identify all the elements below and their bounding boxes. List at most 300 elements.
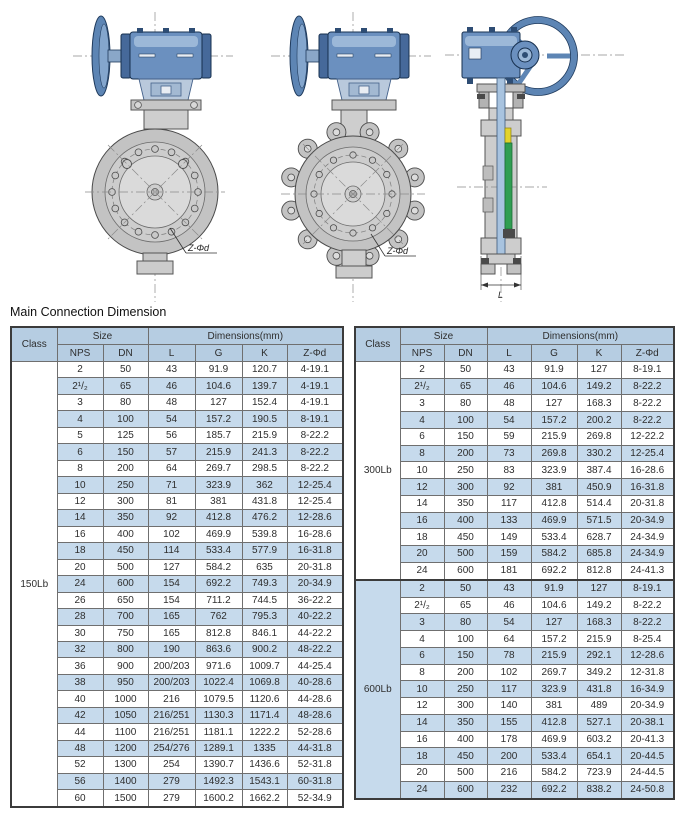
top-flange: [332, 100, 396, 110]
cell: 185.7: [195, 427, 242, 443]
col-header-nps: NPS: [400, 345, 444, 362]
cell: 800: [103, 641, 148, 657]
cell: 3: [57, 394, 103, 410]
cell: 812.8: [577, 562, 621, 579]
cell: 114: [148, 543, 195, 559]
table-row: [11, 394, 343, 410]
cell: 10: [57, 477, 103, 493]
cell: 749.3: [242, 576, 287, 592]
cell: 1009.7: [242, 658, 287, 674]
cell: 2: [57, 362, 103, 378]
cell: 1130.3: [195, 707, 242, 723]
col-header-class: Class: [11, 327, 57, 362]
col-header-class: Class: [355, 327, 400, 362]
cell: 450: [444, 748, 487, 765]
cell: 100: [444, 631, 487, 648]
cell: 971.6: [195, 658, 242, 674]
cell: 1181.1: [195, 724, 242, 740]
cell: 12: [400, 698, 444, 715]
col-header-k: K: [242, 345, 287, 362]
cell: 1436.6: [242, 757, 287, 773]
table-row: [355, 479, 674, 496]
cell: 400: [103, 526, 148, 542]
cell: 125: [103, 427, 148, 443]
cell: 692.2: [531, 781, 577, 799]
lug-valve-drawing: [253, 4, 443, 306]
col-header-size: Size: [400, 327, 487, 345]
cell: 20-38.1: [621, 714, 674, 731]
col-header-size: Size: [57, 327, 148, 345]
cell: 52-34.9: [287, 790, 343, 807]
table-row: [11, 691, 343, 707]
cell: 4: [400, 631, 444, 648]
cell: 165: [148, 625, 195, 641]
cell: 50: [444, 362, 487, 379]
table-row: [11, 641, 343, 657]
cell: 381: [531, 698, 577, 715]
bolt-pattern-label: Z-Φd: [387, 246, 409, 256]
cell: 10: [400, 681, 444, 698]
cell: 1390.7: [195, 757, 242, 773]
cell: 28: [57, 609, 103, 625]
cell: 577.9: [242, 543, 287, 559]
table-row: [11, 790, 343, 807]
cell: 8-22.2: [287, 427, 343, 443]
table-row: [11, 740, 343, 756]
cell: 48: [57, 740, 103, 756]
cell: 60-31.8: [287, 773, 343, 789]
cell: 323.9: [531, 462, 577, 479]
table-row: [355, 462, 674, 479]
cell: 71: [148, 477, 195, 493]
cell: 216/251: [148, 707, 195, 723]
cell: 32: [57, 641, 103, 657]
cell: 3: [400, 395, 444, 412]
cell: 12-22.2: [621, 428, 674, 445]
cell: 24: [400, 781, 444, 799]
cell: 24: [400, 562, 444, 579]
section-valve-drawing: [437, 2, 637, 308]
cell: 514.4: [577, 495, 621, 512]
cell: 20-41.3: [621, 731, 674, 748]
cell: 8-22.2: [621, 395, 674, 412]
cell: 269.7: [531, 664, 577, 681]
cell: 12-25.4: [287, 493, 343, 509]
table-row: [11, 510, 343, 526]
gear-actuator-icon: [462, 27, 539, 84]
cell: 4-19.1: [287, 394, 343, 410]
cell: 102: [148, 526, 195, 542]
cell: 83: [487, 462, 531, 479]
cell: 139.7: [242, 378, 287, 394]
cell: 1600.2: [195, 790, 242, 807]
cell: 700: [103, 609, 148, 625]
cell: 91.9: [531, 362, 577, 379]
cell: 584.2: [531, 765, 577, 782]
table-row: [11, 526, 343, 542]
cell: 20-34.9: [287, 576, 343, 592]
cell: 24-44.5: [621, 765, 674, 782]
cell: 102: [487, 664, 531, 681]
col-header-g: G: [531, 345, 577, 362]
cell: 92: [148, 510, 195, 526]
cell: 12-25.4: [287, 477, 343, 493]
cell: 12: [57, 493, 103, 509]
cell: 469.9: [531, 512, 577, 529]
cell: 43: [487, 362, 531, 379]
cell: 8: [400, 445, 444, 462]
cell: 232: [487, 781, 531, 799]
cell: 8-22.2: [621, 597, 674, 614]
cell: 6: [400, 428, 444, 445]
cell: 838.2: [577, 781, 621, 799]
cell: 20-44.5: [621, 748, 674, 765]
cell: 4: [57, 411, 103, 427]
cell: 254: [148, 757, 195, 773]
table-row: [355, 362, 674, 379]
cell: 571.5: [577, 512, 621, 529]
cell: 8: [400, 664, 444, 681]
cell: 711.2: [195, 592, 242, 608]
cell: 154: [148, 576, 195, 592]
cell: 54: [487, 614, 531, 631]
cell: 80: [444, 614, 487, 631]
cell: 91.9: [531, 580, 577, 597]
cell: 10: [400, 462, 444, 479]
seat-ring: [505, 143, 512, 229]
table-row: [11, 362, 343, 378]
table-row: [11, 576, 343, 592]
cell: 2¹/₂: [400, 378, 444, 395]
cell: 1200: [103, 740, 148, 756]
cell: 64: [148, 460, 195, 476]
cell: 469.9: [195, 526, 242, 542]
cell: 104.6: [531, 378, 577, 395]
cell: 795.3: [242, 609, 287, 625]
cell: 8-22.2: [621, 378, 674, 395]
cell: 215.9: [195, 444, 242, 460]
cell: 42: [57, 707, 103, 723]
handwheel-icon: [290, 16, 321, 96]
table-row: [11, 625, 343, 641]
table-row: [11, 444, 343, 460]
bottom-flange: [336, 266, 372, 278]
cell: 1492.3: [195, 773, 242, 789]
table-row: [355, 580, 674, 597]
cell: 412.8: [195, 510, 242, 526]
cell: 215.9: [531, 647, 577, 664]
cell: 14: [400, 714, 444, 731]
table-row: [11, 592, 343, 608]
class-label: 150Lb: [11, 362, 57, 808]
cell: 43: [487, 580, 531, 597]
cell: 3: [400, 614, 444, 631]
cell: 269.8: [577, 428, 621, 445]
cell: 292.1: [577, 647, 621, 664]
cell: 44: [57, 724, 103, 740]
cell: 692.2: [195, 576, 242, 592]
cell: 127: [148, 559, 195, 575]
table-row: [355, 781, 674, 799]
cell: 692.2: [531, 562, 577, 579]
cell: 16-34.9: [621, 681, 674, 698]
cell: 104.6: [195, 378, 242, 394]
col-header-zd: Z-Φd: [621, 345, 674, 362]
cell: 6: [400, 647, 444, 664]
cell: 43: [148, 362, 195, 378]
cell: 44-28.6: [287, 691, 343, 707]
cell: 152.4: [242, 394, 287, 410]
cell: 539.8: [242, 526, 287, 542]
cell: 1050: [103, 707, 148, 723]
table-row: [11, 559, 343, 575]
cell: 46: [487, 378, 531, 395]
cell: 950: [103, 674, 148, 690]
cell: 20-34.9: [621, 698, 674, 715]
cell: 24: [57, 576, 103, 592]
table-row: [355, 765, 674, 782]
table-row: [355, 412, 674, 429]
col-header-dimensions: Dimensions(mm): [148, 327, 343, 345]
cell: 200/203: [148, 674, 195, 690]
cell: 8-22.2: [287, 444, 343, 460]
cell: 254/276: [148, 740, 195, 756]
cell: 16: [400, 731, 444, 748]
cell: 1300: [103, 757, 148, 773]
cell: 16: [400, 512, 444, 529]
cell: 20: [400, 765, 444, 782]
cell: 8-25.4: [621, 631, 674, 648]
cell: 18: [57, 543, 103, 559]
cell: 157.2: [195, 411, 242, 427]
cell: 600: [103, 576, 148, 592]
cell: 50: [103, 362, 148, 378]
class-label: 600Lb: [355, 580, 400, 799]
cell: 81: [148, 493, 195, 509]
cell: 300: [444, 479, 487, 496]
cell: 64: [487, 631, 531, 648]
cell: 159: [487, 546, 531, 563]
cell: 750: [103, 625, 148, 641]
cell: 91.9: [195, 362, 242, 378]
cell: 215.9: [531, 428, 577, 445]
cell: 812.8: [195, 625, 242, 641]
cell: 362: [242, 477, 287, 493]
cell: 400: [444, 731, 487, 748]
cell: 2: [400, 580, 444, 597]
cell: 350: [103, 510, 148, 526]
cell: 350: [444, 495, 487, 512]
cell: 1222.2: [242, 724, 287, 740]
valve-neck: [144, 110, 188, 129]
cell: 48-22.2: [287, 641, 343, 657]
cell: 6: [57, 444, 103, 460]
cell: 603.2: [577, 731, 621, 748]
cell: 1069.8: [242, 674, 287, 690]
cell: 431.8: [577, 681, 621, 698]
cell: 54: [148, 411, 195, 427]
cell: 65: [444, 597, 487, 614]
cell: 200: [444, 664, 487, 681]
cell: 323.9: [531, 681, 577, 698]
cell: 723.9: [577, 765, 621, 782]
cell: 168.3: [577, 395, 621, 412]
cell: 57: [148, 444, 195, 460]
cell: 52: [57, 757, 103, 773]
cell: 190: [148, 641, 195, 657]
col-header-dn: DN: [444, 345, 487, 362]
cell: 44-22.2: [287, 625, 343, 641]
cell: 1000: [103, 691, 148, 707]
cell: 533.4: [531, 748, 577, 765]
table-row: [355, 614, 674, 631]
cell: 140: [487, 698, 531, 715]
page-title: Main Connection Dimension: [10, 305, 167, 319]
cell: 215.9: [577, 631, 621, 648]
cell: 412.8: [531, 495, 577, 512]
cell: 1289.1: [195, 740, 242, 756]
cell: 24-34.9: [621, 546, 674, 563]
cell: 685.8: [577, 546, 621, 563]
cell: 500: [444, 546, 487, 563]
table-row: [11, 609, 343, 625]
cell: 168.3: [577, 614, 621, 631]
cell: 269.8: [531, 445, 577, 462]
cell: 381: [531, 479, 577, 496]
bottom-flange: [137, 261, 173, 274]
cell: 4-19.1: [287, 362, 343, 378]
cell: 80: [103, 394, 148, 410]
cell: 279: [148, 790, 195, 807]
cell: 181: [487, 562, 531, 579]
cell: 200: [487, 748, 531, 765]
table-row: [355, 562, 674, 579]
cell: 52-31.8: [287, 757, 343, 773]
cell: 30: [57, 625, 103, 641]
cell: 20-34.9: [621, 512, 674, 529]
cell: 14: [400, 495, 444, 512]
cell: 24-50.8: [621, 781, 674, 799]
cell: 12: [400, 479, 444, 496]
cell: 744.5: [242, 592, 287, 608]
handwheel-icon: [92, 16, 123, 96]
cell: 584.2: [531, 546, 577, 563]
cell: 431.8: [242, 493, 287, 509]
cell: 2¹/₂: [57, 378, 103, 394]
cell: 100: [103, 411, 148, 427]
cell: 215.9: [242, 427, 287, 443]
cell: 846.1: [242, 625, 287, 641]
gear-actuator-icon: [121, 28, 211, 100]
col-header-nps: NPS: [57, 345, 103, 362]
table-row: [355, 748, 674, 765]
table-row: [355, 445, 674, 462]
cell: 20-31.8: [621, 495, 674, 512]
cell: 149.2: [577, 378, 621, 395]
cell: 190.5: [242, 411, 287, 427]
col-header-dn: DN: [103, 345, 148, 362]
cell: 298.5: [242, 460, 287, 476]
table-row: [355, 546, 674, 563]
cell: 500: [444, 765, 487, 782]
table-row: [11, 724, 343, 740]
cell: 1335: [242, 740, 287, 756]
cell: 65: [103, 378, 148, 394]
cell: 762: [195, 609, 242, 625]
cell: 200: [444, 445, 487, 462]
length-label: L: [498, 290, 504, 300]
cell: 48-28.6: [287, 707, 343, 723]
cell: 250: [103, 477, 148, 493]
cell: 157.2: [531, 412, 577, 429]
cell: 489: [577, 698, 621, 715]
wafer-valve-drawing: [55, 4, 245, 306]
col-header-zd: Z-Φd: [287, 345, 343, 362]
bolt-pattern-label: Z-Φd: [188, 243, 210, 253]
cell: 65: [444, 378, 487, 395]
cell: 216/251: [148, 724, 195, 740]
table-row: [355, 647, 674, 664]
cell: 349.2: [577, 664, 621, 681]
cell: 73: [487, 445, 531, 462]
cell: 381: [195, 493, 242, 509]
cell: 157.2: [531, 631, 577, 648]
cell: 127: [577, 362, 621, 379]
cell: 56: [57, 773, 103, 789]
table-row: [11, 477, 343, 493]
cell: 330.2: [577, 445, 621, 462]
table-row: [355, 664, 674, 681]
cell: 250: [444, 681, 487, 698]
cell: 16-28.6: [621, 462, 674, 479]
table-row: [355, 731, 674, 748]
cell: 133: [487, 512, 531, 529]
cell: 350: [444, 714, 487, 731]
cell: 54: [487, 412, 531, 429]
cell: 18: [400, 748, 444, 765]
cell: 2: [400, 362, 444, 379]
cell: 48: [148, 394, 195, 410]
cell: 20: [57, 559, 103, 575]
cell: 16-31.8: [287, 543, 343, 559]
cell: 400: [444, 512, 487, 529]
cell: 533.4: [195, 543, 242, 559]
cell: 4: [400, 412, 444, 429]
cell: 80: [444, 395, 487, 412]
cell: 18: [400, 529, 444, 546]
cell: 635: [242, 559, 287, 575]
cell: 60: [57, 790, 103, 807]
cell: 279: [148, 773, 195, 789]
cell: 1400: [103, 773, 148, 789]
table-row: [11, 543, 343, 559]
cell: 16-28.6: [287, 526, 343, 542]
table-row: [11, 773, 343, 789]
cell: 8: [57, 460, 103, 476]
cell: 8-19.1: [621, 362, 674, 379]
cell: 476.2: [242, 510, 287, 526]
cell: 12-25.4: [621, 445, 674, 462]
table-row: [355, 698, 674, 715]
cell: 450: [444, 529, 487, 546]
col-header-g: G: [195, 345, 242, 362]
cell: 1543.1: [242, 773, 287, 789]
table-row: [355, 378, 674, 395]
cell: 20: [400, 546, 444, 563]
cell: 100: [444, 412, 487, 429]
cell: 8-22.2: [287, 460, 343, 476]
cell: 46: [487, 597, 531, 614]
